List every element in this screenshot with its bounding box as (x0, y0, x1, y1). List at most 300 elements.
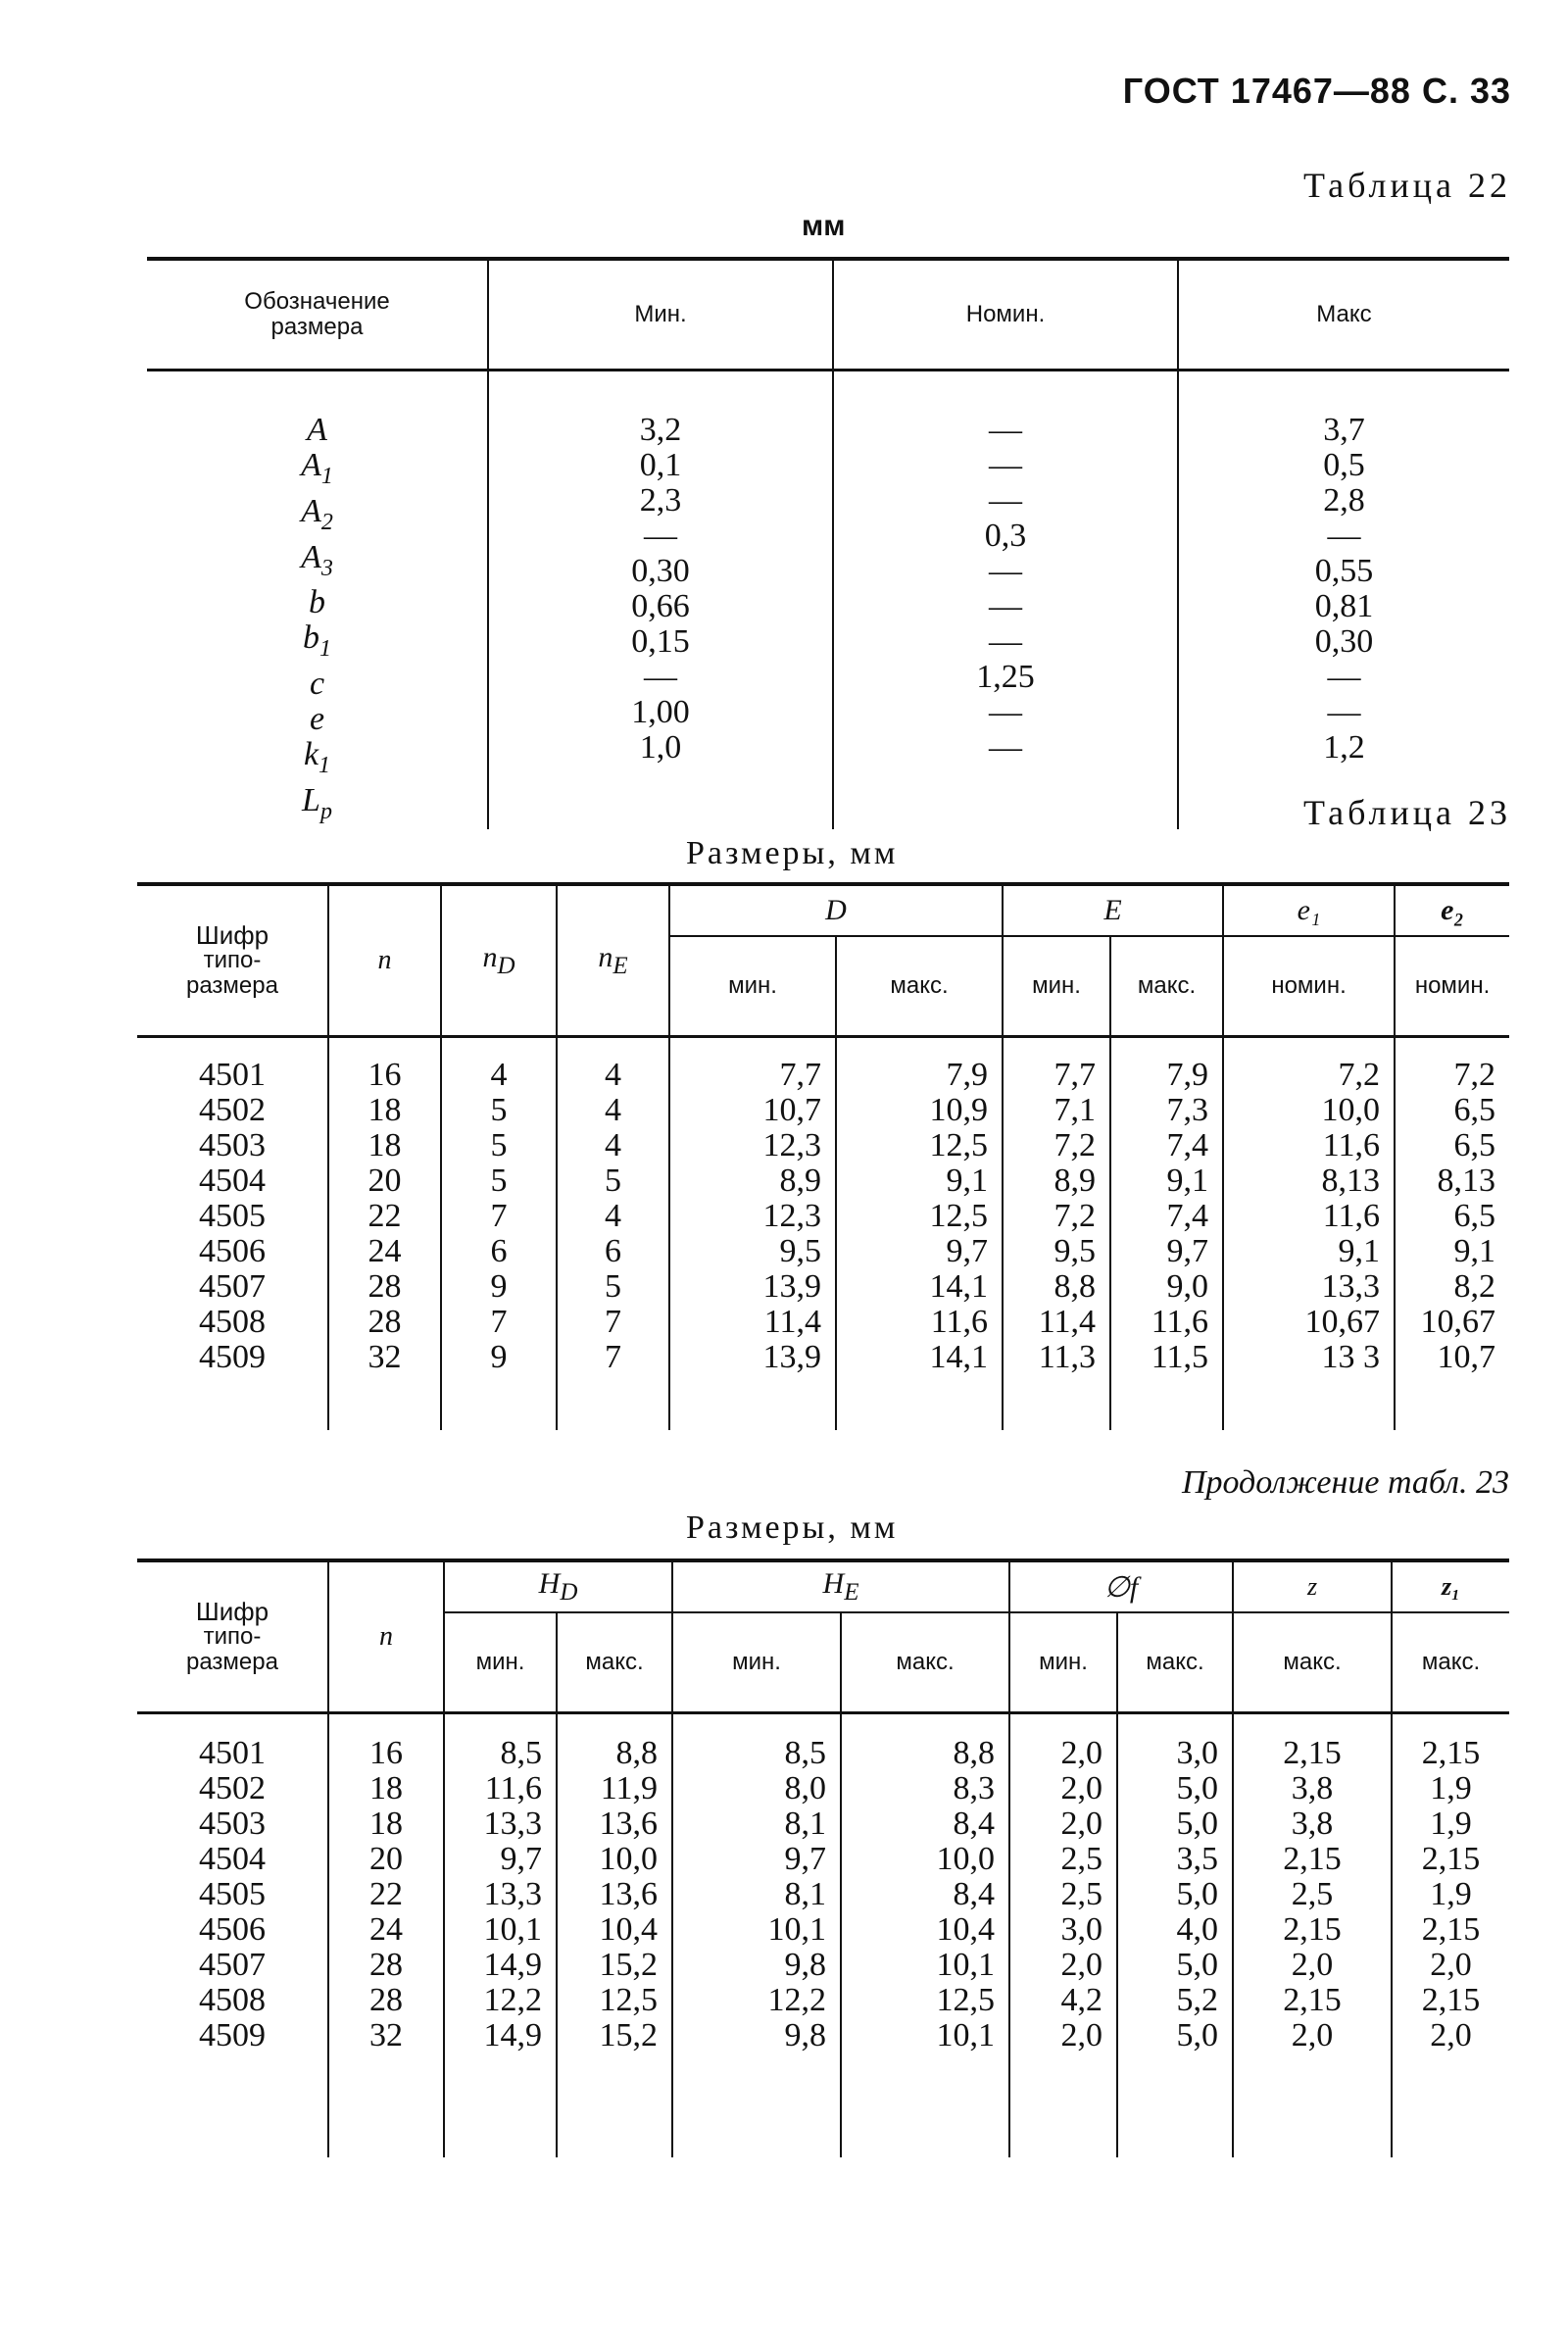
t23-cell-nE: 7 (605, 1339, 621, 1375)
t23c-cell-HEmax: 8,4 (953, 1806, 996, 1842)
t23-cell-e2: 6,5 (1453, 1092, 1496, 1128)
t23c-cell-code: 4503 (199, 1806, 266, 1842)
t23c-cell-HEmax: 12,5 (936, 1982, 996, 2018)
t22-header-min: Мин. (488, 259, 833, 371)
t23-cell-n: 28 (368, 1304, 402, 1340)
t23-cell-Dmin: 11,4 (763, 1304, 821, 1340)
t23c-header-HE-max: макс. (841, 1612, 1009, 1713)
t23c-cell-z1: 2,0 (1430, 1947, 1472, 1983)
t23-cell-Emax: 11,5 (1151, 1339, 1209, 1375)
t23-cell-n: 18 (368, 1127, 402, 1163)
t22-header-max: Макс (1178, 259, 1509, 371)
t22-designation (147, 737, 487, 783)
t22-designation (147, 702, 487, 737)
t23-cell-Emax: 7,3 (1166, 1092, 1209, 1128)
t23-cell-nE: 4 (605, 1092, 621, 1128)
t23-col-Dmin (669, 1037, 836, 1431)
t22-max-value: 0,5 (1323, 447, 1365, 483)
t22-nom-value: — (989, 553, 1022, 589)
t22-max-value: — (1327, 518, 1361, 554)
t23-cell-nE: 4 (605, 1057, 621, 1093)
t23c-col-HEmin (672, 1713, 841, 2158)
t23c-cell-fmax: 5,2 (1176, 1982, 1219, 2018)
t23c-cell-HEmin: 8,1 (784, 1876, 827, 1912)
t23c-cell-fmin: 2,5 (1060, 1876, 1103, 1912)
t23-cell-e1: 10,0 (1321, 1092, 1381, 1128)
t22-symbol: c (309, 666, 325, 703)
t22-symbol: e (309, 701, 325, 738)
t23c-cell-n: 20 (369, 1841, 403, 1877)
t23-header-e1-nom: номин. (1223, 936, 1395, 1037)
t23c-cell-n: 32 (369, 2017, 403, 2053)
t22-designation (147, 620, 487, 667)
t23-cell-Emin: 7,2 (1054, 1127, 1097, 1163)
t23c-col-HDmin (444, 1713, 557, 2158)
t23c-cell-code: 4507 (199, 1947, 266, 1983)
t23c-header-fj: ∅f (1009, 1560, 1233, 1612)
t23c-cell-HDmin: 14,9 (483, 2017, 542, 2053)
t23c-col-HDmax (557, 1713, 672, 2158)
t23c-cell-HDmax: 13,6 (599, 1806, 659, 1842)
t23c-cell-HDmax: 12,5 (599, 1982, 659, 2018)
t22-nom-value: 1,25 (976, 659, 1035, 695)
t22-designation (147, 783, 487, 829)
t23-cell-Dmax: 9,7 (946, 1233, 989, 1269)
t23-cell-Dmin: 8,9 (779, 1162, 821, 1199)
t23c-cell-z: 2,0 (1291, 2017, 1334, 2053)
t22-header-nom: Номин. (833, 259, 1178, 371)
t23-col-e1 (1223, 1037, 1395, 1431)
table23-cont-caption: Продолжение табл. 23 (1181, 1464, 1509, 1501)
t22-nom-value: — (989, 588, 1022, 624)
t23-cell-Dmin: 9,5 (779, 1233, 821, 1269)
t23-cell-e1: 9,1 (1338, 1233, 1381, 1269)
t23-cell-n: 32 (368, 1339, 402, 1375)
t23-cell-Emax: 7,4 (1166, 1198, 1209, 1234)
t23c-cell-HEmax: 8,3 (953, 1770, 996, 1806)
t23-cell-code: 4506 (199, 1233, 266, 1269)
t23c-cell-HDmax: 10,4 (599, 1911, 659, 1948)
t23-cell-n: 22 (368, 1198, 402, 1234)
t23c-cell-n: 24 (369, 1911, 403, 1948)
table22 (147, 257, 1509, 829)
t23-header-e1: e₁ (1223, 884, 1395, 936)
t23c-cell-z1: 1,9 (1430, 1770, 1472, 1806)
table23-caption: Таблица 23 (1303, 793, 1511, 832)
t23c-cell-code: 4508 (199, 1982, 266, 2018)
t23-cell-Emax: 7,9 (1166, 1057, 1209, 1093)
t23-cell-Dmin: 7,7 (779, 1057, 821, 1093)
t22-max-value: 0,55 (1314, 553, 1374, 589)
t23c-cell-n: 28 (369, 1982, 403, 2018)
t23c-cell-HEmin: 9,8 (784, 1947, 827, 1983)
t22-max-value: 2,8 (1323, 482, 1365, 519)
t22-min-value: 1,0 (639, 729, 682, 766)
t23-cell-Emin: 8,8 (1054, 1268, 1097, 1305)
t23-cell-e1: 13,3 (1321, 1268, 1381, 1305)
t23-col-Dmax (836, 1037, 1003, 1431)
table23 (137, 882, 1509, 1430)
t23c-cell-z1: 1,9 (1430, 1876, 1472, 1912)
t23-cell-Emax: 11,6 (1151, 1304, 1209, 1340)
t23-header-E-max: макс. (1110, 936, 1223, 1037)
t23-cell-e1: 8,13 (1321, 1162, 1381, 1199)
t23-cell-Emin: 11,3 (1038, 1339, 1097, 1375)
t23c-cell-HEmax: 8,4 (953, 1876, 996, 1912)
t23-cell-Dmax: 9,1 (946, 1162, 989, 1199)
t23-col-code (137, 1037, 328, 1431)
t23c-cell-n: 16 (369, 1735, 403, 1771)
t23c-cell-HDmax: 8,8 (615, 1735, 659, 1771)
t23-cell-n: 16 (368, 1057, 402, 1093)
t23c-cell-HDmax: 11,9 (600, 1770, 659, 1806)
t23c-header-code: Шифр типо- размера (137, 1560, 328, 1713)
t23-cell-nE: 5 (605, 1268, 621, 1305)
t23c-col-fmin (1009, 1713, 1117, 2158)
t23c-cell-HDmin: 12,2 (483, 1982, 542, 2018)
t23-cell-Emin: 8,9 (1054, 1162, 1097, 1199)
t23c-cell-z1: 2,15 (1421, 1841, 1481, 1877)
t23c-cell-fmax: 5,0 (1176, 1770, 1219, 1806)
table22-units: мм (802, 210, 846, 242)
t23-cell-nE: 6 (605, 1233, 621, 1269)
t22-symbol: b (309, 584, 325, 621)
t23-header-n: n (328, 884, 441, 1037)
t23c-cell-code: 4501 (199, 1735, 266, 1771)
t23c-header-HD-min: мин. (444, 1612, 557, 1713)
t22-designation (147, 585, 487, 620)
t23-cell-nE: 4 (605, 1127, 621, 1163)
t23c-cell-n: 28 (369, 1947, 403, 1983)
t23-cell-nD: 5 (490, 1092, 508, 1128)
t23-cell-nD: 7 (490, 1304, 508, 1340)
t23c-cell-z: 2,15 (1283, 1982, 1342, 2018)
t22-nom-value: — (989, 694, 1022, 730)
t23-cell-nD: 4 (490, 1057, 508, 1093)
t23-cell-Dmin: 12,3 (762, 1198, 821, 1234)
t23c-cell-HEmin: 9,7 (784, 1841, 827, 1877)
t23-cell-nD: 6 (490, 1233, 508, 1269)
t22-designation (147, 494, 487, 540)
t22-symbol-sub: 1 (319, 636, 331, 663)
t23c-cell-fmin: 4,2 (1060, 1982, 1103, 2018)
t23c-cell-n: 22 (369, 1876, 403, 1912)
t23c-cell-HEmax: 10,1 (936, 2017, 996, 2053)
t22-min-value: 0,30 (631, 553, 690, 589)
t23c-header-z-max: макс. (1233, 1612, 1392, 1713)
t23c-cell-code: 4509 (199, 2017, 266, 2053)
t23-cell-nD: 9 (490, 1339, 508, 1375)
t23c-col-code (137, 1713, 328, 2158)
t22-nom-value: — (989, 447, 1022, 483)
t23-header-code: Шифр типо- размера (137, 884, 328, 1037)
t23c-cell-z: 2,15 (1283, 1841, 1342, 1877)
t23-cell-code: 4508 (199, 1304, 266, 1340)
t23c-col-fmax (1117, 1713, 1233, 2158)
t22-designation (147, 413, 487, 448)
t23c-cell-z: 2,15 (1283, 1735, 1342, 1771)
t23c-cell-fmax: 5,0 (1176, 1876, 1219, 1912)
t22-symbol-sub: 3 (320, 555, 333, 581)
t23-header-D-min: мин. (669, 936, 836, 1037)
t23-cell-e2: 10,67 (1420, 1304, 1496, 1340)
t23-cell-e1: 10,67 (1304, 1304, 1381, 1340)
t23c-cell-HDmin: 13,3 (483, 1876, 542, 1912)
t22-designation (147, 667, 487, 702)
t23-header-D: D (669, 884, 1003, 936)
t23-cell-n: 28 (368, 1268, 402, 1305)
t23-cell-Emin: 9,5 (1054, 1233, 1097, 1269)
t23-cell-Dmin: 12,3 (762, 1127, 821, 1163)
t23c-cell-fmin: 3,0 (1060, 1911, 1103, 1948)
t23-cell-nD: 7 (490, 1198, 508, 1234)
t23-cell-Emax: 9,7 (1166, 1233, 1209, 1269)
t23c-cell-HEmin: 8,0 (784, 1770, 827, 1806)
table22-caption: Таблица 22 (1303, 166, 1511, 205)
t23-cell-nD: 5 (490, 1127, 508, 1163)
t23c-cell-HEmax: 10,1 (936, 1947, 996, 1983)
t23-cell-nD: 9 (490, 1268, 508, 1305)
t23c-cell-fmin: 2,0 (1060, 1735, 1103, 1771)
t23c-header-HD-max: макс. (557, 1612, 672, 1713)
t23-cell-Dmin: 10,7 (762, 1092, 821, 1128)
t23-cell-Emax: 9,1 (1166, 1162, 1209, 1199)
t22-min-value: 0,1 (639, 447, 682, 483)
t23c-cell-HEmax: 10,0 (936, 1841, 996, 1877)
t22-symbol-sub: 1 (320, 463, 333, 489)
t23c-header-n: n (328, 1560, 444, 1713)
t23c-cell-fmin: 2,0 (1060, 1947, 1103, 1983)
t23-cell-e2: 9,1 (1453, 1233, 1496, 1269)
t23-cell-n: 24 (368, 1233, 402, 1269)
t23c-cell-n: 18 (369, 1806, 403, 1842)
t22-max-value: 0,30 (1314, 623, 1374, 660)
t23-cell-Dmin: 13,9 (762, 1268, 821, 1305)
t23c-cell-fmax: 4,0 (1176, 1911, 1219, 1948)
t23-cell-e1: 13 3 (1321, 1339, 1381, 1375)
t23c-cell-fmax: 5,0 (1176, 2017, 1219, 2053)
t23-cell-e2: 10,7 (1437, 1339, 1496, 1375)
t23c-col-z1 (1392, 1713, 1509, 2158)
t22-symbol-sub: p (319, 798, 332, 824)
t22-min-value: 0,15 (631, 623, 690, 660)
t23c-cell-fmin: 2,0 (1060, 2017, 1103, 2053)
t23c-cell-fmin: 2,0 (1060, 1770, 1103, 1806)
t23-cell-n: 20 (368, 1162, 402, 1199)
t22-nom-value: — (989, 729, 1022, 766)
t22-symbol: A (301, 492, 321, 529)
t23-cell-code: 4504 (199, 1162, 266, 1199)
t23c-cell-z1: 2,15 (1421, 1735, 1481, 1771)
t23c-cell-HEmin: 12,2 (767, 1982, 827, 2018)
t22-max-value: — (1327, 659, 1361, 695)
t23-cell-e1: 11,6 (1322, 1127, 1381, 1163)
t23-cell-Emin: 7,2 (1054, 1198, 1097, 1234)
t23-cell-e1: 7,2 (1338, 1057, 1381, 1093)
t23c-col-HEmax (841, 1713, 1009, 2158)
t23c-cell-HEmin: 10,1 (767, 1911, 827, 1948)
t22-min-value: — (644, 518, 677, 554)
t23-cell-Dmin: 13,9 (762, 1339, 821, 1375)
t22-min-value: 1,00 (631, 694, 690, 730)
t22-nom-value: 0,3 (984, 518, 1027, 554)
t23-col-e2 (1395, 1037, 1509, 1431)
t22-min-value: 2,3 (639, 482, 682, 519)
t23c-header-z1: z₁ (1392, 1560, 1509, 1612)
t22-symbol: L (302, 781, 320, 818)
t23c-cell-HDmin: 8,5 (500, 1735, 542, 1771)
t23-cell-Dmax: 7,9 (946, 1057, 989, 1093)
t23-header-e2: e₂ (1395, 884, 1509, 936)
t23c-cell-fmin: 2,0 (1060, 1806, 1103, 1842)
t23c-cell-HDmin: 13,3 (483, 1806, 542, 1842)
t23-cell-Emax: 7,4 (1166, 1127, 1209, 1163)
t23-cell-Emin: 7,1 (1054, 1092, 1097, 1128)
t23c-header-f-max: макс. (1117, 1612, 1233, 1713)
t23c-cell-HDmax: 15,2 (599, 2017, 659, 2053)
t22-max-value: — (1327, 694, 1361, 730)
t23-cell-nE: 5 (605, 1162, 621, 1199)
t23-cell-code: 4509 (199, 1339, 266, 1375)
t23-cell-nE: 4 (605, 1198, 621, 1234)
t23c-cell-z1: 2,15 (1421, 1911, 1481, 1948)
t22-symbol-sub: 2 (320, 509, 333, 535)
t22-max-value: 0,81 (1314, 588, 1374, 624)
t23-header-nE: $n_E$ (557, 884, 669, 1037)
t23c-cell-fmax: 5,0 (1176, 1947, 1219, 1983)
t23-cell-e2: 8,2 (1453, 1268, 1496, 1305)
t23c-cell-z1: 2,15 (1421, 1982, 1481, 2018)
t23-cell-Dmax: 14,1 (929, 1268, 989, 1305)
t23-header-e2-nom: номин. (1395, 936, 1509, 1037)
t23-cell-code: 4501 (199, 1057, 266, 1093)
t23-cell-n: 18 (368, 1092, 402, 1128)
t22-symbol: A (301, 538, 321, 575)
t23-cell-Dmax: 12,5 (929, 1127, 989, 1163)
t22-nom-value: — (989, 482, 1022, 519)
t22-max-value: 1,2 (1323, 729, 1365, 766)
t23c-cell-z: 2,5 (1291, 1876, 1334, 1912)
t22-nom-value: — (989, 623, 1022, 660)
t23c-cell-code: 4506 (199, 1911, 266, 1948)
t23-col-nE (557, 1037, 669, 1431)
t22-min-value: 0,66 (631, 588, 690, 624)
t23-cell-Emin: 11,4 (1038, 1304, 1097, 1340)
t22-min-value: — (644, 659, 677, 695)
t23c-cell-z: 3,8 (1291, 1770, 1334, 1806)
t22-nom-value: — (989, 412, 1022, 448)
t23c-cell-HDmax: 10,0 (599, 1841, 659, 1877)
t23c-cell-code: 4505 (199, 1876, 266, 1912)
t23-col-n (328, 1037, 441, 1431)
table23-units: Размеры, мм (686, 835, 899, 871)
t23-header-D-max: макс. (836, 936, 1003, 1037)
t23-cell-e2: 6,5 (1453, 1127, 1496, 1163)
t23c-cell-z: 2,0 (1291, 1947, 1334, 1983)
t23c-cell-HDmin: 14,9 (483, 1947, 542, 1983)
t23c-cell-code: 4504 (199, 1841, 266, 1877)
t23c-header-HE: $H_E$ (672, 1560, 1009, 1612)
t23c-cell-fmin: 2,5 (1060, 1841, 1103, 1877)
t23c-cell-HEmin: 8,1 (784, 1806, 827, 1842)
t23-cell-e2: 7,2 (1453, 1057, 1496, 1093)
t22-symbol-sub: 1 (318, 752, 331, 778)
t22-symbol: A (307, 412, 327, 448)
t23c-cell-HDmax: 15,2 (599, 1947, 659, 1983)
t23-cell-Emax: 9,0 (1166, 1268, 1209, 1305)
t23c-cell-fmax: 3,0 (1176, 1735, 1219, 1771)
t23-cell-nD: 5 (490, 1162, 508, 1199)
t23c-cell-HEmax: 8,8 (953, 1735, 996, 1771)
t23c-cell-fmax: 5,0 (1176, 1806, 1219, 1842)
t23c-header-z1-max: макс. (1392, 1612, 1509, 1713)
t22-symbol: k (303, 736, 319, 773)
t23-cell-Emin: 7,7 (1054, 1057, 1097, 1093)
t22-symbol: b (303, 619, 319, 657)
t23c-col-n (328, 1713, 444, 2158)
t23-col-Emax (1110, 1037, 1223, 1431)
t23c-cell-HEmax: 10,4 (936, 1911, 996, 1948)
t23c-col-z (1233, 1713, 1392, 2158)
table23-cont-units: Размеры, мм (686, 1509, 899, 1546)
t23-cell-Dmax: 14,1 (929, 1339, 989, 1375)
t22-col-min (488, 371, 833, 829)
t23-header-E-min: мин. (1003, 936, 1110, 1037)
t23c-header-HD: $H_D$ (444, 1560, 672, 1612)
t23c-cell-HDmin: 9,7 (500, 1841, 542, 1877)
t23c-header-z: z (1233, 1560, 1392, 1612)
t23c-cell-HDmin: 11,6 (484, 1770, 542, 1806)
t23-header-E: E (1003, 884, 1223, 936)
t23-cell-code: 4505 (199, 1198, 266, 1234)
t23c-cell-n: 18 (369, 1770, 403, 1806)
t22-col-designation (147, 371, 488, 829)
t23-cell-e2: 8,13 (1437, 1162, 1496, 1199)
t23c-cell-fmax: 3,5 (1176, 1841, 1219, 1877)
t23c-cell-HDmin: 10,1 (483, 1911, 542, 1948)
t23-cell-code: 4502 (199, 1092, 266, 1128)
t23c-cell-HDmax: 13,6 (599, 1876, 659, 1912)
t22-designation (147, 448, 487, 494)
t23-col-nD (441, 1037, 557, 1431)
t23-cell-Dmax: 11,6 (930, 1304, 989, 1340)
t23c-cell-z1: 1,9 (1430, 1806, 1472, 1842)
t23-cell-code: 4503 (199, 1127, 266, 1163)
t23c-header-f-min: мин. (1009, 1612, 1117, 1713)
t23c-cell-HEmin: 8,5 (784, 1735, 827, 1771)
t23c-cell-z: 2,15 (1283, 1911, 1342, 1948)
t23c-cell-HEmin: 9,8 (784, 2017, 827, 2053)
t23-cell-Dmax: 10,9 (929, 1092, 989, 1128)
t22-symbol: A (301, 447, 321, 483)
t23c-cell-z: 3,8 (1291, 1806, 1334, 1842)
t23c-header-HE-min: мин. (672, 1612, 841, 1713)
t22-header-designation: Обозначение размера (147, 259, 488, 371)
t23-cell-code: 4507 (199, 1268, 266, 1305)
t22-col-max (1178, 371, 1509, 829)
t22-max-value: 3,7 (1323, 412, 1365, 448)
t22-col-nom (833, 371, 1178, 829)
t23-cell-e1: 11,6 (1322, 1198, 1381, 1234)
t22-min-value: 3,2 (639, 412, 682, 448)
table23-continued (137, 1558, 1509, 2157)
t23c-cell-code: 4502 (199, 1770, 266, 1806)
t22-designation (147, 540, 487, 586)
t23-header-nD: $n_D$ (441, 884, 557, 1037)
t23c-cell-z1: 2,0 (1430, 2017, 1472, 2053)
page-header: ГОСТ 17467—88 С. 33 (1122, 71, 1511, 111)
t23-col-Emin (1003, 1037, 1110, 1431)
